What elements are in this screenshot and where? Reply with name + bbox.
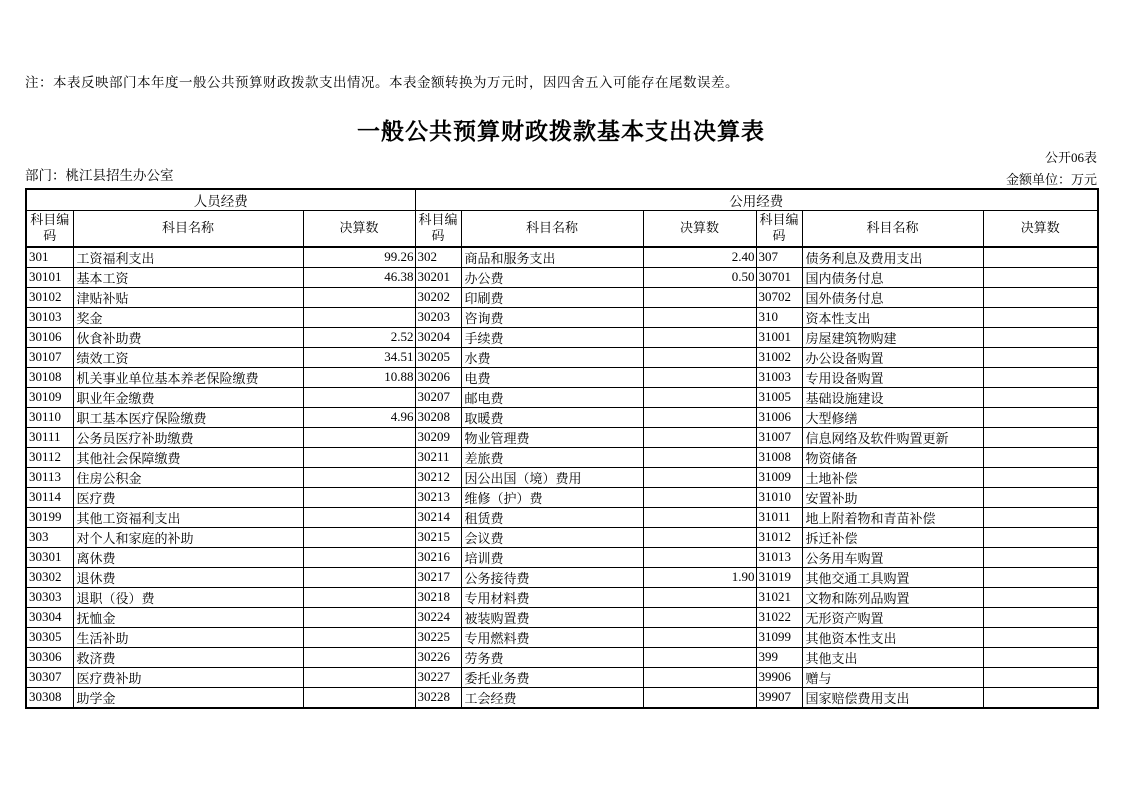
page-title: 一般公共预算财政拨款基本支出决算表: [357, 119, 765, 144]
subject-code-cell: 30108: [26, 367, 73, 387]
subject-name-cell: 大型修缮: [802, 407, 983, 427]
final-amount-cell: [303, 487, 415, 507]
subject-name-cell: 信息网络及软件购置更新: [802, 427, 983, 447]
final-amount-cell: 2.52: [303, 327, 415, 347]
final-amount-cell: [643, 667, 756, 687]
subject-code-cell: 30107: [26, 347, 73, 367]
subject-code-cell: 31009: [756, 467, 802, 487]
subject-code-cell: 30204: [415, 327, 461, 347]
subject-name-cell: 拆迁补偿: [802, 527, 983, 547]
subject-name-cell: 绩效工资: [73, 347, 303, 367]
subject-name-cell: 奖金: [73, 307, 303, 327]
final-amount-cell: 99.26: [303, 247, 415, 268]
subject-code-cell: 31013: [756, 547, 802, 567]
subject-code-cell: 399: [756, 647, 802, 667]
final-amount-cell: [643, 387, 756, 407]
subject-name-cell: 安置补助: [802, 487, 983, 507]
note-text: 注：本表反映部门本年度一般公共预算财政拨款支出情况。本表金额转换为万元时，因四舍五入可能存在尾数误差。: [25, 75, 739, 90]
subject-code-cell: 30101: [26, 267, 73, 287]
subject-name-cell: 培训费: [461, 547, 643, 567]
table-row: [26, 687, 1098, 708]
final-amount-cell: [983, 567, 1098, 587]
subject-code-cell: 30224: [415, 607, 461, 627]
final-amount-cell: [303, 527, 415, 547]
subject-name-cell: 物业管理费: [461, 427, 643, 447]
column-header-amount: 决算数: [983, 211, 1098, 247]
subject-code-cell: 30305: [26, 627, 73, 647]
column-header-code: 科目编码: [756, 211, 802, 247]
table-row: [26, 247, 1098, 268]
subject-name-cell: 水费: [461, 347, 643, 367]
subject-name-cell: 抚恤金: [73, 607, 303, 627]
subject-name-cell: 其他社会保障缴费: [73, 447, 303, 467]
table-row: [26, 567, 1098, 587]
subject-code-cell: 39907: [756, 687, 802, 708]
subject-name-cell: 因公出国（境）费用: [461, 467, 643, 487]
subject-code-cell: 31001: [756, 327, 802, 347]
subject-code-cell: 31021: [756, 587, 802, 607]
subject-code-cell: 30214: [415, 507, 461, 527]
column-header-name: 科目名称: [802, 211, 983, 247]
subject-name-cell: 专用材料费: [461, 587, 643, 607]
final-amount-cell: [303, 467, 415, 487]
subject-code-cell: 30215: [415, 527, 461, 547]
final-amount-cell: [643, 587, 756, 607]
final-amount-cell: [983, 287, 1098, 307]
final-amount-cell: [983, 387, 1098, 407]
subject-code-cell: 30111: [26, 427, 73, 447]
subject-code-cell: 30212: [415, 467, 461, 487]
final-amount-cell: [303, 427, 415, 447]
final-amount-cell: [643, 687, 756, 708]
subject-code-cell: 31022: [756, 607, 802, 627]
subject-name-cell: 住房公积金: [73, 467, 303, 487]
final-amount-cell: [983, 627, 1098, 647]
subject-code-cell: 30102: [26, 287, 73, 307]
subject-name-cell: 房屋建筑物购建: [802, 327, 983, 347]
column-header-name: 科目名称: [461, 211, 643, 247]
subject-code-cell: 31006: [756, 407, 802, 427]
final-amount-cell: [643, 627, 756, 647]
subject-code-cell: 30199: [26, 507, 73, 527]
subject-code-cell: 31003: [756, 367, 802, 387]
final-amount-cell: 1.90: [643, 567, 756, 587]
subject-code-cell: 30114: [26, 487, 73, 507]
subject-name-cell: 文物和陈列品购置: [802, 587, 983, 607]
final-amount-cell: [643, 327, 756, 347]
final-amount-cell: [983, 407, 1098, 427]
table-number: 公开06表: [1044, 150, 1097, 165]
subject-code-cell: 30203: [415, 307, 461, 327]
table-row: [26, 367, 1098, 387]
subject-code-cell: 30307: [26, 667, 73, 687]
subject-name-cell: 差旅费: [461, 447, 643, 467]
final-amount-cell: [303, 507, 415, 527]
final-amount-cell: [303, 447, 415, 467]
final-amount-cell: [983, 367, 1098, 387]
table-row: [26, 527, 1098, 547]
subject-code-cell: 30701: [756, 267, 802, 287]
subject-code-cell: 30301: [26, 547, 73, 567]
final-amount-cell: 4.96: [303, 407, 415, 427]
subject-code-cell: 30110: [26, 407, 73, 427]
subject-code-cell: 30227: [415, 667, 461, 687]
subject-name-cell: 劳务费: [461, 647, 643, 667]
final-amount-cell: [983, 247, 1098, 268]
unit-label: 金额单位：万元: [1005, 172, 1097, 187]
final-amount-cell: [983, 527, 1098, 547]
table-row: [26, 467, 1098, 487]
subject-code-cell: 31008: [756, 447, 802, 467]
subject-name-cell: 国外债务付息: [802, 287, 983, 307]
final-amount-cell: [303, 607, 415, 627]
table-row: [26, 487, 1098, 507]
final-amount-cell: [643, 427, 756, 447]
subject-name-cell: 租赁费: [461, 507, 643, 527]
subject-code-cell: 30228: [415, 687, 461, 708]
final-amount-cell: [303, 667, 415, 687]
subject-code-cell: 30308: [26, 687, 73, 708]
final-amount-cell: [983, 447, 1098, 467]
subject-name-cell: 基本工资: [73, 267, 303, 287]
subject-name-cell: 助学金: [73, 687, 303, 708]
subject-code-cell: 30209: [415, 427, 461, 447]
subject-name-cell: 工资福利支出: [73, 247, 303, 268]
table-row: [26, 587, 1098, 607]
subject-code-cell: 301: [26, 247, 73, 268]
final-amount-cell: [303, 627, 415, 647]
subject-name-cell: 退休费: [73, 567, 303, 587]
subject-code-cell: 30218: [415, 587, 461, 607]
subject-code-cell: 310: [756, 307, 802, 327]
subject-name-cell: 专用燃料费: [461, 627, 643, 647]
department-label: 部门：桃江县招生办公室: [25, 168, 174, 183]
column-header-code: 科目编码: [26, 211, 73, 247]
column-header-name: 科目名称: [73, 211, 303, 247]
table-row: [26, 427, 1098, 447]
subject-name-cell: 会议费: [461, 527, 643, 547]
subject-name-cell: 资本性支出: [802, 307, 983, 327]
subject-code-cell: 307: [756, 247, 802, 268]
group-header-row: [26, 189, 1098, 211]
final-amount-cell: [303, 307, 415, 327]
subject-name-cell: 邮电费: [461, 387, 643, 407]
final-amount-cell: [983, 427, 1098, 447]
final-amount-cell: [643, 507, 756, 527]
column-header-amount: 决算数: [303, 211, 415, 247]
final-amount-cell: [983, 267, 1098, 287]
subject-code-cell: 302: [415, 247, 461, 268]
final-amount-cell: [643, 407, 756, 427]
subject-name-cell: 土地补偿: [802, 467, 983, 487]
final-amount-cell: [643, 447, 756, 467]
subject-name-cell: 其他资本性支出: [802, 627, 983, 647]
subject-name-cell: 维修（护）费: [461, 487, 643, 507]
subject-name-cell: 赠与: [802, 667, 983, 687]
table-row: [26, 447, 1098, 467]
final-amount-cell: [983, 347, 1098, 367]
final-amount-cell: [643, 467, 756, 487]
subject-code-cell: 30206: [415, 367, 461, 387]
subject-code-cell: 30205: [415, 347, 461, 367]
subject-name-cell: 地上附着物和青苗补偿: [802, 507, 983, 527]
subject-code-cell: 30208: [415, 407, 461, 427]
subject-code-cell: 31099: [756, 627, 802, 647]
subject-name-cell: 公务用车购置: [802, 547, 983, 567]
final-amount-cell: [983, 487, 1098, 507]
table-row: [26, 407, 1098, 427]
subject-name-cell: 被装购置费: [461, 607, 643, 627]
table-row: [26, 327, 1098, 347]
subject-code-cell: 30216: [415, 547, 461, 567]
final-amount-cell: [983, 607, 1098, 627]
table-row: [26, 667, 1098, 687]
subject-name-cell: 工会经费: [461, 687, 643, 708]
subject-code-cell: 30306: [26, 647, 73, 667]
final-amount-cell: [303, 387, 415, 407]
subject-code-cell: 30202: [415, 287, 461, 307]
final-amount-cell: [303, 587, 415, 607]
subject-name-cell: 印刷费: [461, 287, 643, 307]
subject-code-cell: 30113: [26, 467, 73, 487]
final-amount-cell: [643, 647, 756, 667]
subject-name-cell: 国家赔偿费用支出: [802, 687, 983, 708]
subject-name-cell: 公务员医疗补助缴费: [73, 427, 303, 447]
final-amount-cell: [303, 287, 415, 307]
table-row: [26, 647, 1098, 667]
subject-code-cell: 30702: [756, 287, 802, 307]
subject-name-cell: 商品和服务支出: [461, 247, 643, 268]
final-amount-cell: 34.51: [303, 347, 415, 367]
column-header-amount: 决算数: [643, 211, 756, 247]
subject-name-cell: 其他支出: [802, 647, 983, 667]
final-amount-cell: 10.88: [303, 367, 415, 387]
group-header-public: 公用经费: [415, 189, 1098, 211]
final-amount-cell: [303, 687, 415, 708]
column-header-row: [26, 211, 1098, 247]
subject-code-cell: 30217: [415, 567, 461, 587]
final-amount-cell: [983, 667, 1098, 687]
subject-code-cell: 30109: [26, 387, 73, 407]
subject-name-cell: 物资储备: [802, 447, 983, 467]
subject-name-cell: 专用设备购置: [802, 367, 983, 387]
subject-name-cell: 取暖费: [461, 407, 643, 427]
subject-name-cell: 医疗费补助: [73, 667, 303, 687]
subject-code-cell: 39906: [756, 667, 802, 687]
final-amount-cell: [643, 347, 756, 367]
subject-code-cell: 30225: [415, 627, 461, 647]
subject-code-cell: 31005: [756, 387, 802, 407]
subject-name-cell: 职业年金缴费: [73, 387, 303, 407]
final-amount-cell: [643, 527, 756, 547]
table-row: [26, 307, 1098, 327]
final-amount-cell: [643, 307, 756, 327]
final-amount-cell: [983, 647, 1098, 667]
subject-code-cell: 31010: [756, 487, 802, 507]
subject-code-cell: 30211: [415, 447, 461, 467]
subject-code-cell: 30302: [26, 567, 73, 587]
table-row: [26, 287, 1098, 307]
subject-name-cell: 电费: [461, 367, 643, 387]
table-row: [26, 507, 1098, 527]
subject-code-cell: 30112: [26, 447, 73, 467]
final-amount-cell: [983, 467, 1098, 487]
final-amount-cell: [643, 547, 756, 567]
subject-name-cell: 伙食补助费: [73, 327, 303, 347]
final-amount-cell: [303, 647, 415, 667]
final-amount-cell: 46.38: [303, 267, 415, 287]
subject-name-cell: 国内债务付息: [802, 267, 983, 287]
subject-name-cell: 其他工资福利支出: [73, 507, 303, 527]
subject-code-cell: 30103: [26, 307, 73, 327]
subject-code-cell: 31007: [756, 427, 802, 447]
final-amount-cell: [643, 367, 756, 387]
table-row: [26, 627, 1098, 647]
subject-name-cell: 手续费: [461, 327, 643, 347]
subject-name-cell: 救济费: [73, 647, 303, 667]
budget-table: [25, 188, 1099, 709]
subject-code-cell: 30106: [26, 327, 73, 347]
column-header-code: 科目编码: [415, 211, 461, 247]
subject-name-cell: 机关事业单位基本养老保险缴费: [73, 367, 303, 387]
final-amount-cell: [983, 547, 1098, 567]
subject-code-cell: 30201: [415, 267, 461, 287]
final-amount-cell: 2.40: [643, 247, 756, 268]
subject-name-cell: 债务利息及费用支出: [802, 247, 983, 268]
table-body: [26, 247, 1098, 708]
group-header-personnel: 人员经费: [26, 189, 415, 211]
final-amount-cell: [643, 607, 756, 627]
final-amount-cell: [303, 547, 415, 567]
final-amount-cell: [983, 327, 1098, 347]
final-amount-cell: [983, 507, 1098, 527]
subject-name-cell: 职工基本医疗保险缴费: [73, 407, 303, 427]
subject-name-cell: 办公设备购置: [802, 347, 983, 367]
subject-code-cell: 30303: [26, 587, 73, 607]
subject-name-cell: 离休费: [73, 547, 303, 567]
final-amount-cell: 0.50: [643, 267, 756, 287]
final-amount-cell: [983, 307, 1098, 327]
subject-name-cell: 咨询费: [461, 307, 643, 327]
subject-name-cell: 办公费: [461, 267, 643, 287]
table-row: [26, 387, 1098, 407]
subject-name-cell: 对个人和家庭的补助: [73, 527, 303, 547]
subject-name-cell: 生活补助: [73, 627, 303, 647]
subject-code-cell: 30226: [415, 647, 461, 667]
table-row: [26, 267, 1098, 287]
subject-name-cell: 其他交通工具购置: [802, 567, 983, 587]
subject-code-cell: 31012: [756, 527, 802, 547]
final-amount-cell: [643, 487, 756, 507]
subject-code-cell: 31011: [756, 507, 802, 527]
subject-name-cell: 基础设施建设: [802, 387, 983, 407]
subject-code-cell: 30207: [415, 387, 461, 407]
table-row: [26, 607, 1098, 627]
table-row: [26, 547, 1098, 567]
final-amount-cell: [643, 287, 756, 307]
subject-name-cell: 退职（役）费: [73, 587, 303, 607]
subject-name-cell: 无形资产购置: [802, 607, 983, 627]
subject-name-cell: 津贴补贴: [73, 287, 303, 307]
final-amount-cell: [983, 687, 1098, 708]
subject-name-cell: 委托业务费: [461, 667, 643, 687]
table-row: [26, 347, 1098, 367]
subject-name-cell: 公务接待费: [461, 567, 643, 587]
subject-code-cell: 31019: [756, 567, 802, 587]
final-amount-cell: [983, 587, 1098, 607]
subject-code-cell: 30213: [415, 487, 461, 507]
subject-code-cell: 31002: [756, 347, 802, 367]
subject-code-cell: 30304: [26, 607, 73, 627]
subject-code-cell: 303: [26, 527, 73, 547]
subject-name-cell: 医疗费: [73, 487, 303, 507]
final-amount-cell: [303, 567, 415, 587]
